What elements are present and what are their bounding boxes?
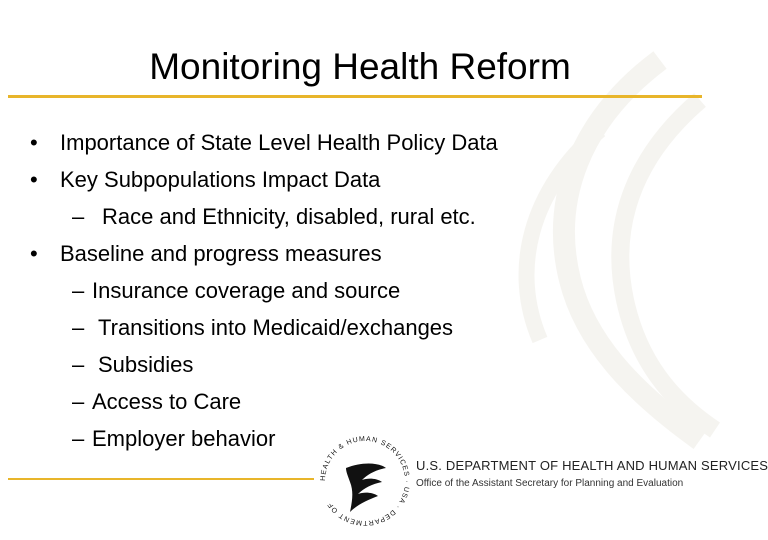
- bullet-text: Insurance coverage and source: [92, 278, 401, 303]
- dash-marker: –: [72, 389, 85, 414]
- slide-title: Monitoring Health Reform: [149, 46, 571, 87]
- bullet-item: [30, 128, 498, 158]
- bullet-item: [30, 165, 381, 195]
- bullet-text: Importance of State Level Health Policy Data: [60, 130, 498, 155]
- bullet-marker: •: [30, 130, 38, 155]
- bullet-item: [30, 239, 382, 269]
- dash-marker: –: [72, 352, 85, 377]
- dash-marker: –: [72, 426, 85, 451]
- sub-bullet-item: [72, 313, 454, 343]
- title-divider: [8, 95, 702, 98]
- sub-bullet-item: [72, 276, 401, 306]
- sub-bullet-item: [72, 424, 276, 454]
- bullet-text: Transitions into Medicaid/exchanges: [98, 315, 454, 340]
- bullet-text: Baseline and progress measures: [60, 241, 382, 266]
- sub-bullet-item: [72, 202, 476, 232]
- agency-name: U.S. DEPARTMENT OF HEALTH AND HUMAN SERVICES: [416, 458, 768, 473]
- bullet-text: Race and Ethnicity, disabled, rural etc.: [102, 204, 476, 229]
- sub-bullet-item: [72, 350, 194, 380]
- hhs-eagle-seal-icon: [316, 432, 414, 530]
- dash-marker: –: [72, 204, 85, 229]
- hhs-watermark-icon: [400, 40, 720, 460]
- dash-marker: –: [72, 315, 85, 340]
- bullet-marker: •: [30, 167, 38, 192]
- office-name: Office of the Assistant Secretary for Planning and Evaluation: [416, 478, 684, 489]
- sub-bullet-item: [72, 387, 242, 417]
- svg-text:HEALTH & HUMAN SERVICES · USA: HEALTH & HUMAN SERVICES · USA · DEPARTMENT OF: [319, 435, 411, 527]
- bullet-text: Subsidies: [98, 352, 194, 377]
- dash-marker: –: [72, 278, 85, 303]
- bullet-text: Employer behavior: [92, 426, 276, 451]
- bullet-text: Key Subpopulations Impact Data: [60, 167, 381, 192]
- footer-divider: [8, 478, 314, 480]
- bullet-text: Access to Care: [92, 389, 242, 414]
- bullet-marker: •: [30, 241, 38, 266]
